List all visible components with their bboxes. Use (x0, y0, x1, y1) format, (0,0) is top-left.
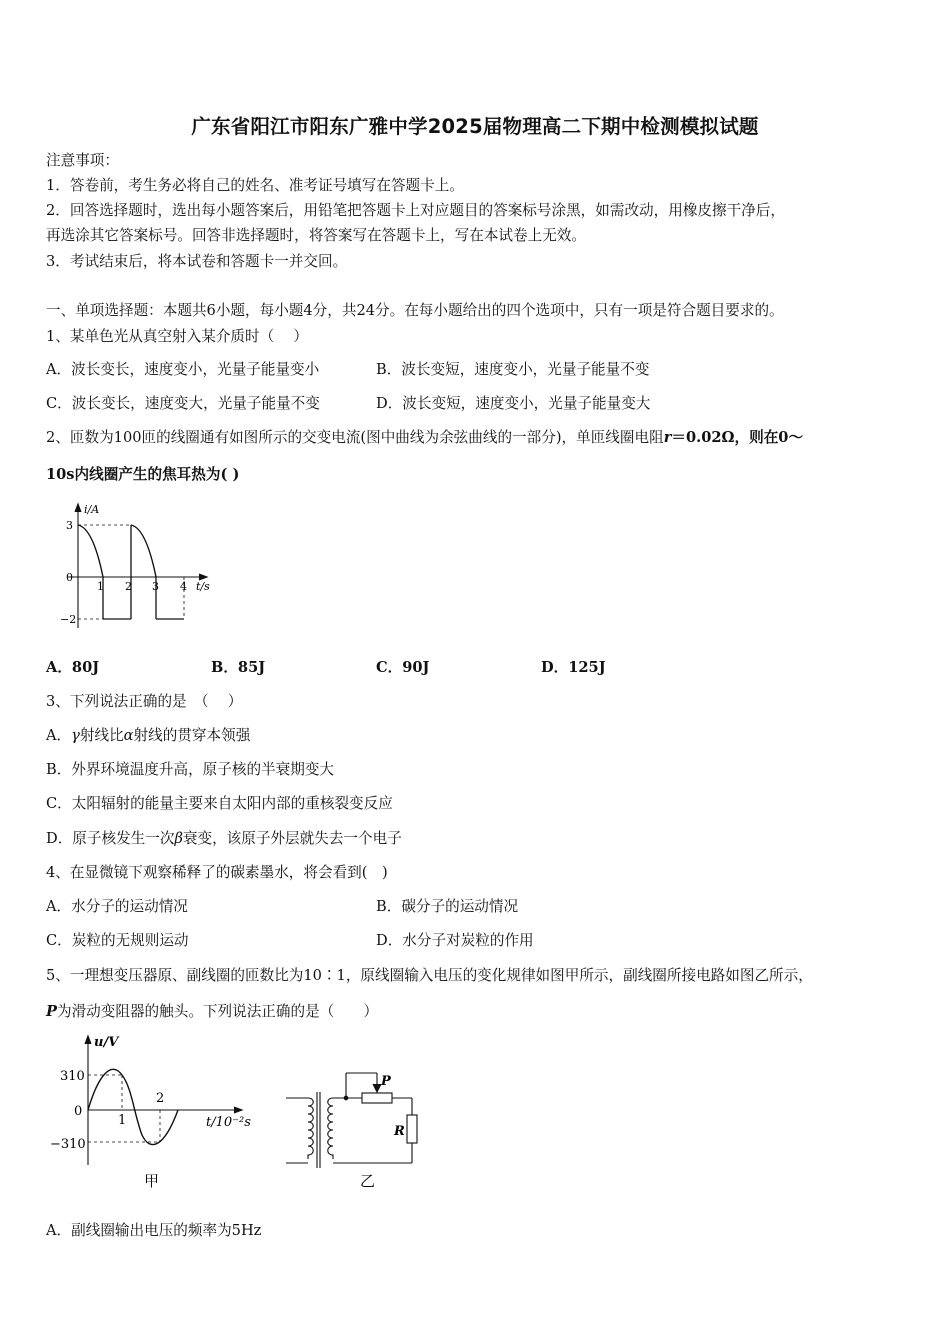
q4-option-c[interactable]: C．炭粒的无规则运动 (46, 932, 189, 949)
q2-graph-xtick: 3 (152, 580, 159, 593)
notice-item: 3．考试结束后，将本试卷和答题卡一并交回。 (46, 253, 348, 270)
q2-stem-text: 2、匝数为100匝的线圈通有如图所示的交变电流(图中曲线为余弦曲线的一部分)，单匝线圈电阻 (46, 429, 664, 446)
q3-option-a-label: A． (46, 727, 72, 744)
q2-stem-line1 (46, 428, 803, 448)
q2-graph-ytick: 3 (66, 519, 73, 532)
q2-stem-line2: 10s内线圈产生的焦耳热为( ) (46, 466, 240, 483)
notice-item: 1．答卷前，考生务必将自己的姓名、准考证号填写在答题卡上。 (46, 177, 464, 194)
q5-option-a[interactable] (46, 1221, 261, 1241)
q2-graph-xlabel: t/s (196, 580, 210, 593)
q5-stem-text: 为滑动变阻器的触头。下列说法正确的是（ ） (56, 1003, 379, 1020)
q1-option-b[interactable]: B．波长变短，速度变小，光量子能量不变 (376, 361, 650, 378)
q3-option-d[interactable] (46, 829, 402, 849)
q5-graph-caption: 甲 (144, 1172, 160, 1190)
q5-stem-line2 (46, 1002, 378, 1022)
q5-voltage-graph (46, 1030, 266, 1195)
gamma-symbol: γ (71, 727, 80, 744)
q2-option-d[interactable]: D．125J (541, 659, 606, 676)
q1-option-a[interactable]: A．波长变长，速度变小，光量子能量变小 (46, 361, 320, 378)
q5-graph-ytick: 0 (74, 1104, 83, 1119)
q3-option-d-text: D．原子核发生一次 (46, 830, 175, 847)
q5-slider-label: P (381, 1074, 391, 1089)
q2-option-a[interactable]: A．80J (46, 659, 100, 676)
q3-stem: 3、下列说法正确的是 （ ） (46, 693, 243, 710)
exam-title: 广东省阳江市阳东广雅中学2025届物理高二下期中检测模拟试题 (191, 115, 759, 138)
q2-graph-ytick: −2 (60, 613, 77, 626)
q2-stem-text-2: ＝0.02Ω，则在0～ (671, 429, 804, 446)
q3-option-c[interactable]: C．太阳辐射的能量主要来自太阳内部的重核裂变反应 (46, 795, 393, 812)
q5-graph-xtick: 2 (156, 1091, 165, 1106)
q4-option-a[interactable]: A．水分子的运动情况 (46, 898, 188, 915)
q5-graph-ytick: −310 (50, 1137, 86, 1152)
q5-option-a-text: A．副线圈输出电压的频率为5Hz (46, 1222, 262, 1239)
q4-option-d[interactable]: D．水分子对炭粒的作用 (376, 932, 534, 949)
notice-item: 2．回答选择题时，选出每小题答案后，用铅笔把答题卡上对应题目的答案标号涂黑，如需改动，用橡皮擦干净后， (46, 202, 785, 219)
q5-resistor-label: R (394, 1124, 405, 1139)
q3-option-a-text: 射线比 (79, 727, 124, 744)
q5-circuit-diagram (280, 1060, 440, 1195)
q2-graph-xtick: 4 (180, 580, 187, 593)
q3-option-b[interactable]: B．外界环境温度升高，原子核的半衰期变大 (46, 761, 335, 778)
q5-graph-xtick: 1 (118, 1113, 127, 1128)
q5-graph-ytick: 310 (60, 1069, 85, 1084)
q1-stem: 1、某单色光从真空射入某介质时（ ） (46, 328, 309, 345)
q3-option-a-text-2: 射线的贯穿本领强 (133, 727, 251, 744)
q5-graph-ylabel: u/V (94, 1035, 119, 1050)
q5-graph-xlabel: t/10⁻²s (206, 1115, 251, 1130)
q5-circuit-caption: 乙 (360, 1172, 376, 1190)
q2-graph-xtick: 2 (125, 580, 132, 593)
q2-option-c[interactable]: C．90J (376, 659, 430, 676)
notice-heading: 注意事项： (46, 152, 119, 169)
section-heading: 一、单项选择题：本题共6小题，每小题4分，共24分。在每小题给出的四个选项中，只有一项是符合题目要求的。 (46, 302, 784, 319)
q2-current-graph (56, 500, 226, 635)
q2-graph-ylabel: i/A (84, 503, 100, 516)
q5-stem-line1: 5、一理想变压器原、副线圈的匝数比为10∶1，原线圈输入电压的变化规律如图甲所示，副线圈所接电路如图乙所示， (46, 967, 813, 984)
q5-contact-symbol: P (46, 1003, 57, 1020)
q3-option-a[interactable] (46, 726, 250, 746)
q4-option-b[interactable]: B．碳分子的运动情况 (376, 898, 519, 915)
q1-option-d[interactable]: D．波长变短，速度变小，光量子能量变大 (376, 395, 651, 412)
q2-resistance-symbol: r (663, 429, 672, 446)
alpha-symbol: α (123, 727, 134, 744)
q4-stem: 4、在显微镜下观察稀释了的碳素墨水，将会看到( ) (46, 864, 388, 881)
beta-symbol: β (174, 830, 183, 847)
notice-item: 再选涂其它答案标号。回答非选择题时，将答案写在答题卡上，写在本试卷上无效。 (46, 227, 586, 244)
q1-option-c[interactable]: C．波长变长，速度变大，光量子能量不变 (46, 395, 320, 412)
q2-option-b[interactable]: B．85J (211, 659, 266, 676)
q3-option-d-text-2: 衰变，该原子外层就失去一个电子 (182, 830, 402, 847)
q2-graph-xtick: 1 (97, 580, 104, 593)
q2-graph-ytick: 0 (66, 571, 73, 584)
